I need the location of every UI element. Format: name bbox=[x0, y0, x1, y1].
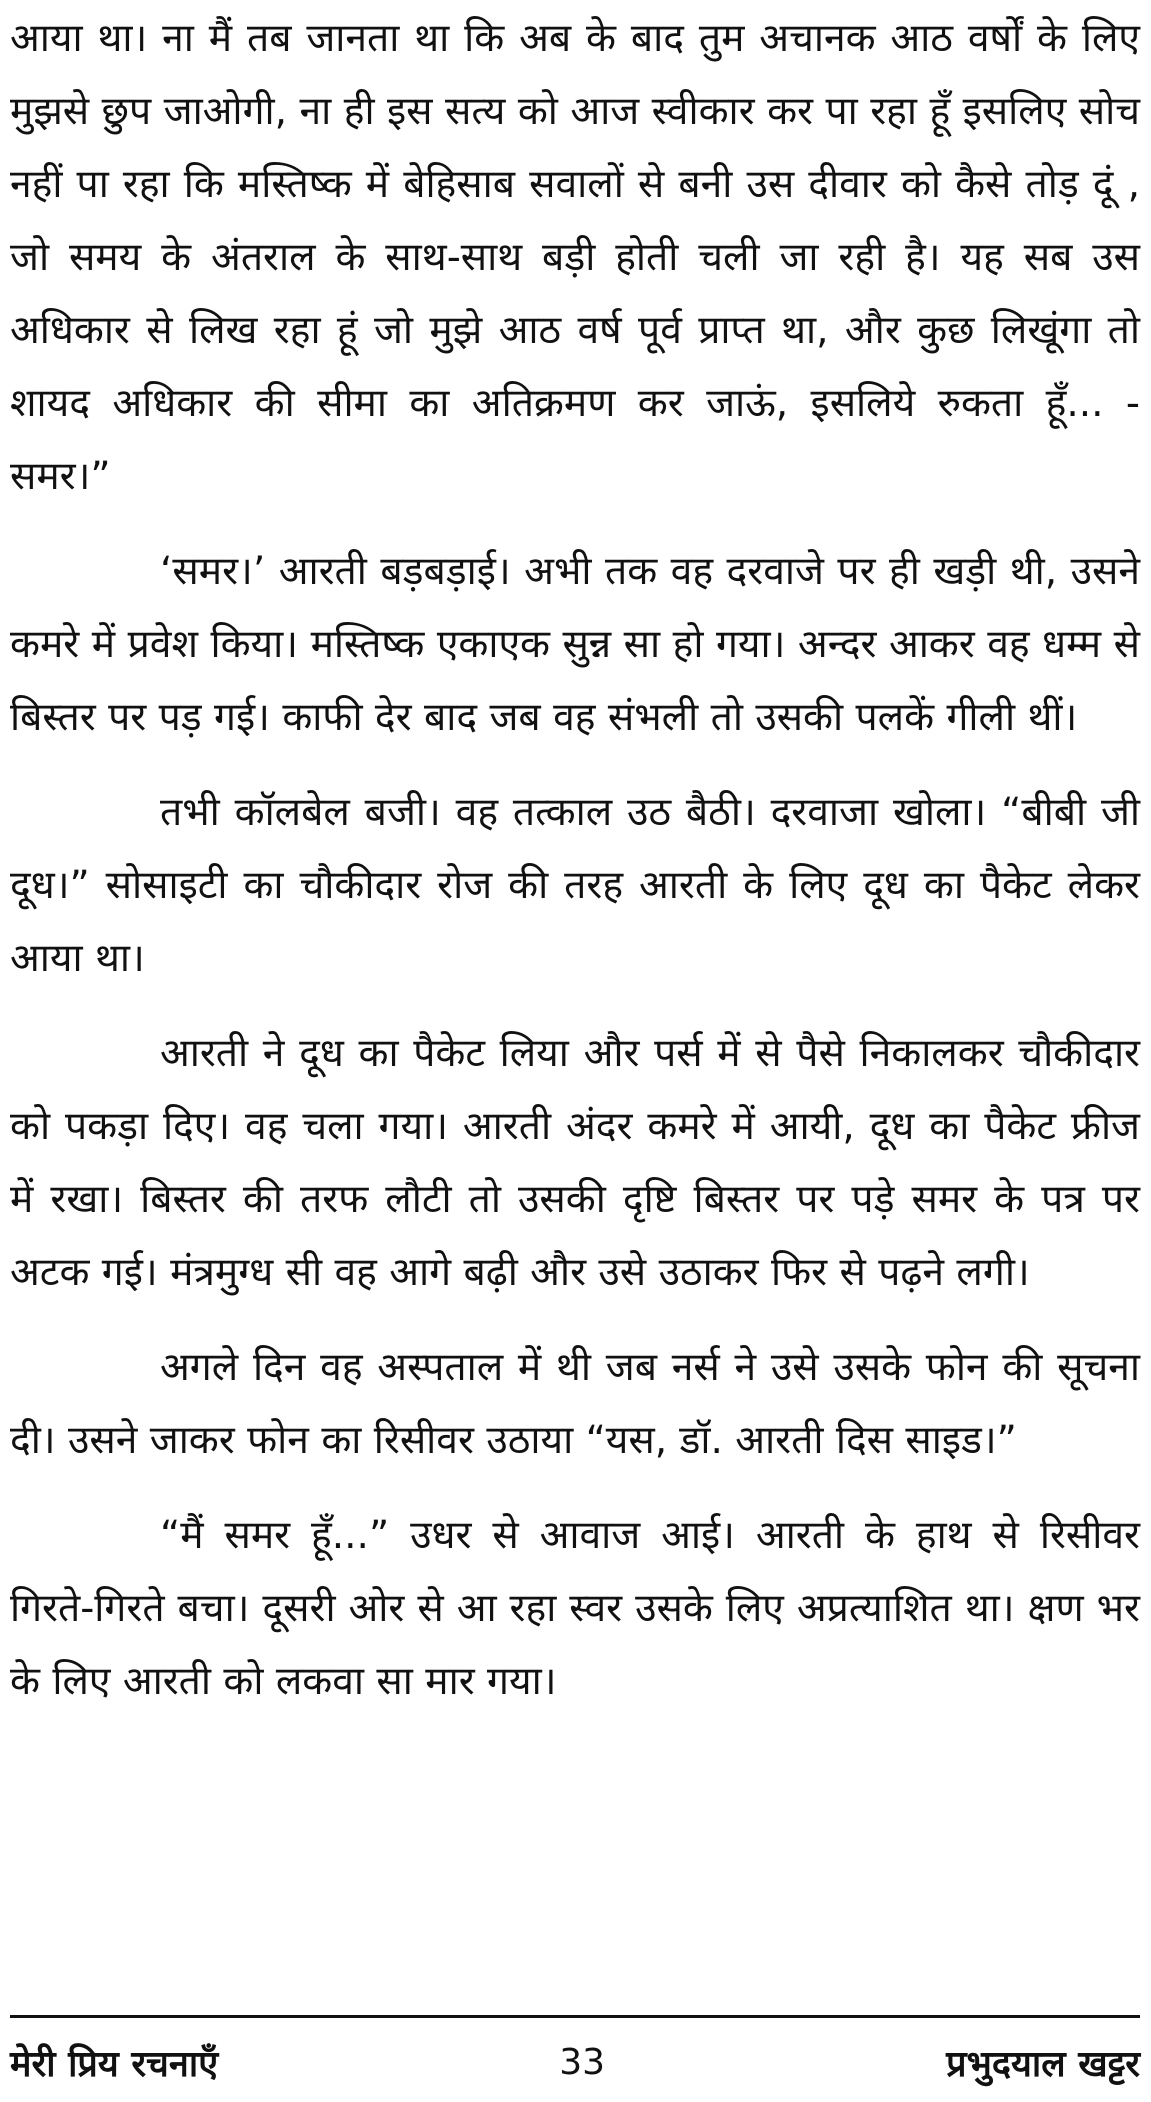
paragraph-5: अगले दिन वह अस्पताल में थी जब नर्स ने उसे उसके फोन की सूचना दी। उसने जाकर फोन का रिसीवर उठाया “यस, डॉ. आरती दिस साइड।” bbox=[10, 1345, 1140, 1463]
page-footer bbox=[10, 2032, 1140, 2092]
page-body bbox=[10, 2, 1140, 1740]
paragraph-1: आया था। ना मैं तब जानता था कि अब के बाद तुम अचानक आठ वर्षों के लिए मुझसे छुप जाओगी, ना ही इस सत्य को आज स्वीकार कर पा रहा हूँ इसलिए सोच नहीं पा रहा कि मस्तिष्क में बेहिसाब सवालों से बनी उस दीवार को कैसे तोड़ दूं , जो समय के अंतराल के साथ-साथ बड़ी होती चली जा रही है। यह सब उस अधिकार से लिख रहा हूं जो मुझे आठ वर्ष पूर्व प्राप्त था, और कुछ लिखूंगा तो शायद अधिकार की सीमा का अतिक्रमण कर जाऊं, इसलिये रुकता हूँ... - समर।” bbox=[10, 16, 1140, 499]
footer-book-title: मेरी प्रिय रचनाएँ bbox=[10, 2043, 219, 2085]
paragraph-6: “मैं समर हूँ...” उधर से आवाज आई। आरती के हाथ से रिसीवर गिरते-गिरते बचा। दूसरी ओर से आ रहा स्वर उसके लिए अप्रत्याशित था। क्षण भर के लिए आरती को लकवा सा मार गया। bbox=[10, 1513, 1140, 1704]
footer-author: प्रभुदयाल खट्टर bbox=[946, 2043, 1140, 2085]
paragraph-2: ‘समर।’ आरती बड़बड़ाई। अभी तक वह दरवाजे पर ही खड़ी थी, उसने कमरे में प्रवेश किया। मस्तिष्क एकाएक सुन्न सा हो गया। अन्दर आकर वह धम्म से बिस्तर पर पड़ गई। काफी देर बाद जब वह संभली तो उसकी पलकें गीली थीं। bbox=[10, 549, 1140, 740]
paragraph-3: तभी कॉलबेल बजी। वह तत्काल उठ बैठी। दरवाजा खोला। “बीबी जी दूध।” सोसाइटी का चौकीदार रोज की तरह आरती के लिए दूध का पैकेट लेकर आया था। bbox=[10, 790, 1140, 981]
footer-page-number: 33 bbox=[559, 2041, 606, 2083]
paragraph-4: आरती ने दूध का पैकेट लिया और पर्स में से पैसे निकालकर चौकीदार को पकड़ा दिए। वह चला गया। आरती अंदर कमरे में आयी, दूध का पैकेट फ्रीज में रखा। बिस्तर की तरफ लौटी तो उसकी दृष्टि बिस्तर पर पड़े समर के पत्र पर अटक गई। मंत्रमुग्ध सी वह आगे बढ़ी और उसे उठाकर फिर से पढ़ने लगी। bbox=[10, 1031, 1140, 1295]
footer-divider bbox=[10, 2015, 1140, 2018]
